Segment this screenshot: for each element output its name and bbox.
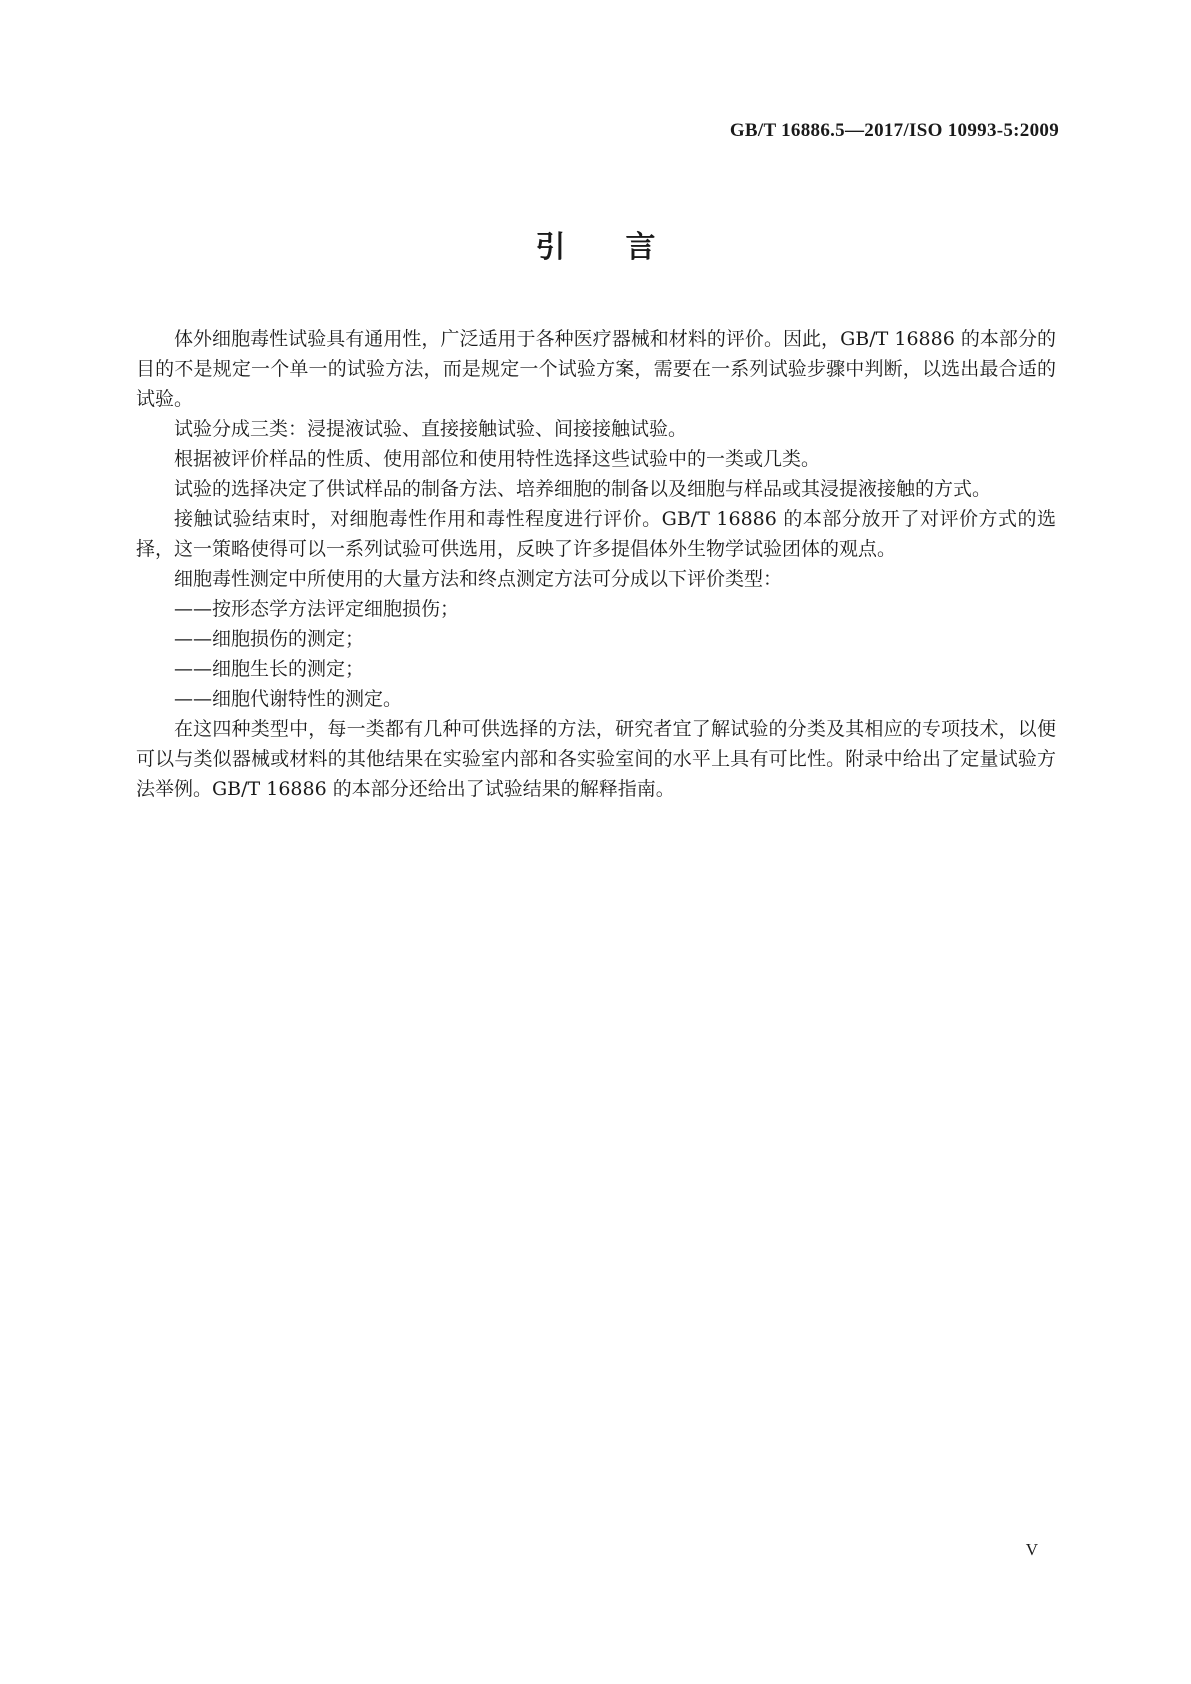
list-item: ——细胞代谢特性的测定。 xyxy=(174,688,403,710)
standard-number-header: GB/T 16886.5—2017/ISO 10993-5:2009 xyxy=(729,120,1059,141)
list-item: ——细胞生长的测定； xyxy=(174,658,365,680)
paragraph-4: 试验的选择决定了供试样品的制备方法、培养细胞的制备以及细胞与样品或其浸提液接触的方式。 xyxy=(174,478,992,500)
document-body xyxy=(136,324,1056,804)
list-item: ——细胞损伤的测定； xyxy=(174,628,365,650)
paragraph-3: 根据被评价样品的性质、使用部位和使用特性选择这些试验中的一类或几类。 xyxy=(174,448,821,470)
page-number: V xyxy=(1025,1540,1038,1559)
paragraph-6: 细胞毒性测定中所使用的大量方法和终点测定方法可分成以下评价类型： xyxy=(174,568,783,590)
paragraph-2: 试验分成三类：浸提液试验、直接接触试验、间接接触试验。 xyxy=(174,418,688,440)
list-item: ——按形态学方法评定细胞损伤； xyxy=(174,598,460,620)
closing-paragraph: 在这四种类型中，每一类都有几种可供选择的方法，研究者宜了解试验的分类及其相应的专项技术，以便可以与类似器械或材料的其他结果在实验室内部和各实验室间的水平上具有可比性。附录中给出了定量试验方法举例。GB/T 16886 的本部分还给出了试验结果的解释指南。 xyxy=(136,718,1056,800)
paragraph-1: 体外细胞毒性试验具有通用性，广泛适用于各种医疗器械和材料的评价。因此，GB/T 16886 的本部分的目的不是规定一个单一的试验方法，而是规定一个试验方案，需要在一系列试验步骤中判断，以选出最合适的试验。 xyxy=(136,328,1056,410)
page-title: 引言 xyxy=(535,230,716,265)
paragraph-5: 接触试验结束时，对细胞毒性作用和毒性程度进行评价。GB/T 16886 的本部分放开了对评价方式的选择，这一策略使得可以一系列试验可供选用，反映了许多提倡体外生物学试验团体的观点。 xyxy=(136,508,1056,560)
